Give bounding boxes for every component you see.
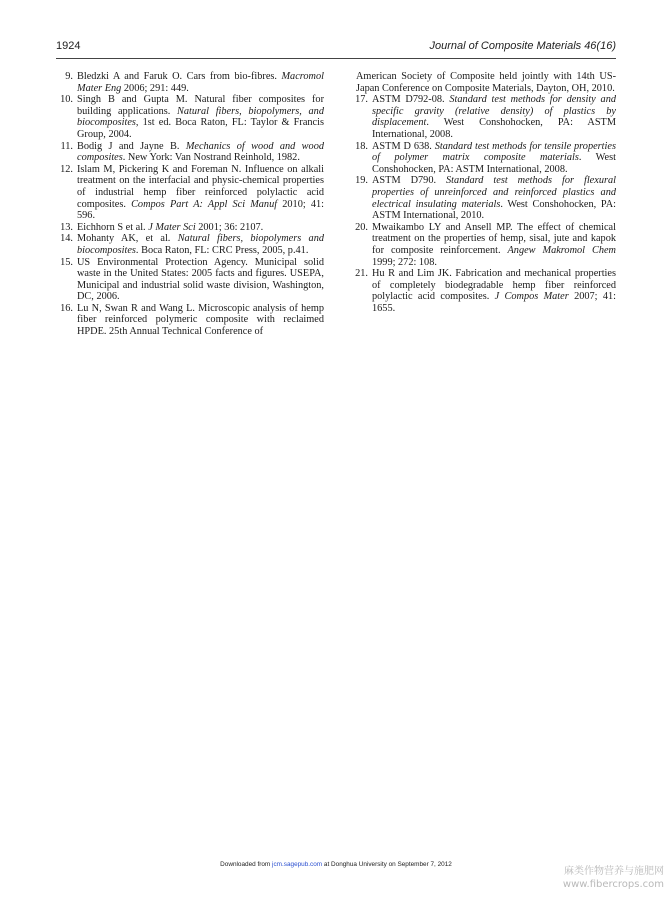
references-right-column (351, 71, 616, 314)
reference-text: Eichhorn S et al. (77, 221, 149, 233)
reference-number: 15. (60, 256, 73, 268)
reference-item (56, 303, 324, 338)
watermark (563, 865, 664, 891)
reference-item (351, 71, 616, 94)
running-header (56, 40, 616, 56)
reference-text: Singh B and Gupta M. Natural fiber composites for building applications. (77, 94, 324, 117)
reference-text: Bledzki A and Faruk O. Cars from bio-fibres. (77, 71, 282, 82)
reference-italic-text: Natural fibers, biopolymers, and biocomposites (77, 105, 324, 129)
reference-number: 13. (60, 221, 73, 233)
reference-text: , 1st ed. Boca Raton, FL: Taylor & Francis Group, 2004. (77, 117, 324, 140)
reference-text: American Society of Composite held jointly with 14th US-Japan Conference on Composite Materials, Dayton, OH, 2010. (356, 71, 616, 94)
reference-number: 10. (60, 94, 73, 106)
reference-text: . West Conshohocken, PA: ASTM International, 2010. (372, 198, 616, 222)
reference-number: 18. (355, 140, 368, 152)
reference-italic-text: Macromol Mater Eng (77, 71, 324, 94)
reference-item (56, 164, 324, 222)
reference-text: Islam M, Pickering K and Foreman N. Influence on alkali treatment on the interfacial and physic-chemical properties of industrial hemp fiber reinforced polylactic acid composites. (77, 163, 324, 210)
reference-number: 17. (355, 94, 368, 106)
footer-prefix: Downloaded from (220, 861, 273, 868)
reference-text: Hu R and Lim JK. Fabrication and mechanical properties of completely biodegradable hemp fiber reinforced polylactic acid composites. (372, 268, 616, 303)
footer-link[interactable]: jcm.sagepub.com (272, 861, 323, 868)
reference-italic-text: Natural fibers, biopolymers and biocomposites (77, 233, 324, 256)
reference-text: US Environmental Protection Agency. Municipal solid waste in the United States: 2005 facts and figures. USEPA, Municipal and industrial solid waste division, Washington, DC, 2006. (77, 256, 324, 303)
reference-italic-text: Standard test methods for flexural properties of unreinforced and reinforced plastics and electrical insulating materials (372, 175, 616, 210)
reference-number: 20. (355, 221, 368, 233)
reference-text: 1999; 272: 108. (372, 256, 437, 268)
reference-number: 11. (60, 140, 73, 152)
reference-item (351, 94, 616, 140)
reference-item (56, 71, 324, 94)
reference-italic-text: Compos Part A: Appl Sci Manuf (131, 198, 278, 210)
reference-italic-text: J Compos Mater (494, 291, 569, 303)
reference-text: 2001; 36: 2107. (195, 221, 264, 233)
reference-text: . West Conshohocken, PA: ASTM International, 2008. (372, 152, 616, 175)
reference-italic-text: Mechanics of wood and wood composites (77, 140, 324, 164)
journal-title: Journal of Composite Materials 46(16) (429, 40, 616, 52)
reference-text: Bodig J and Jayne B. (77, 140, 186, 152)
reference-text: Lu N, Swan R and Wang L. Microscopic analysis of hemp fiber reinforced polymeric composite with reclaimed HPDE. 25th Annual Technical Conference of (77, 302, 324, 338)
reference-item (56, 141, 324, 164)
reference-item (56, 257, 324, 303)
reference-item (351, 222, 616, 268)
watermark-url: www.fibercrops.com (562, 879, 664, 890)
reference-text: 2007; 41: 1655. (372, 291, 616, 314)
page-number: 1924 (56, 40, 81, 52)
header-rule (56, 58, 616, 59)
reference-number: 14. (60, 233, 73, 245)
reference-text: 2006; 291: 449. (121, 82, 189, 94)
reference-item (351, 141, 616, 176)
reference-number: 21. (355, 268, 368, 280)
reference-number: 16. (60, 302, 73, 314)
reference-text: Mohanty AK, et al. (77, 233, 178, 245)
reference-text: 2010; 41: 596. (77, 198, 325, 222)
reference-item (56, 233, 324, 256)
reference-item (56, 94, 324, 140)
watermark-text: 麻类作物营养与施肥网 (564, 866, 664, 877)
footer-suffix: at Donghua University on September 7, 2012 (322, 861, 452, 868)
reference-number: 12. (60, 163, 73, 175)
reference-text: ASTM D790. (372, 175, 447, 187)
reference-item (56, 222, 324, 234)
reference-item (351, 175, 616, 221)
reference-italic-text: Standard test methods for density and specific gravity (relative density) of plastics by displacement (372, 94, 616, 129)
reference-item (351, 268, 616, 314)
reference-number: 9. (65, 71, 73, 82)
references-left-column (56, 71, 324, 338)
reference-number: 19. (355, 175, 368, 187)
reference-text: . New York: Van Nostrand Reinhold, 1982. (122, 152, 300, 164)
reference-text: . Boca Raton, FL: CRC Press, 2005, p.41. (135, 244, 309, 256)
reference-italic-text: Standard test methods for tensile properties of polymer matrix composite materials (372, 140, 616, 164)
reference-text: ASTM D 638. (372, 140, 435, 152)
reference-italic-text: Angew Makromol Chem (507, 244, 616, 256)
reference-italic-text: J Mater Sci (148, 221, 196, 233)
reference-text: . West Conshohocken, PA: ASTM International, 2008. (372, 117, 616, 140)
reference-text: Mwaikambo LY and Ansell MP. The effect of chemical treatment on the properties of hemp, sisal, jute and kapok for composite reinforcement. (372, 221, 616, 256)
reference-text: ASTM D792-08. (372, 94, 450, 106)
